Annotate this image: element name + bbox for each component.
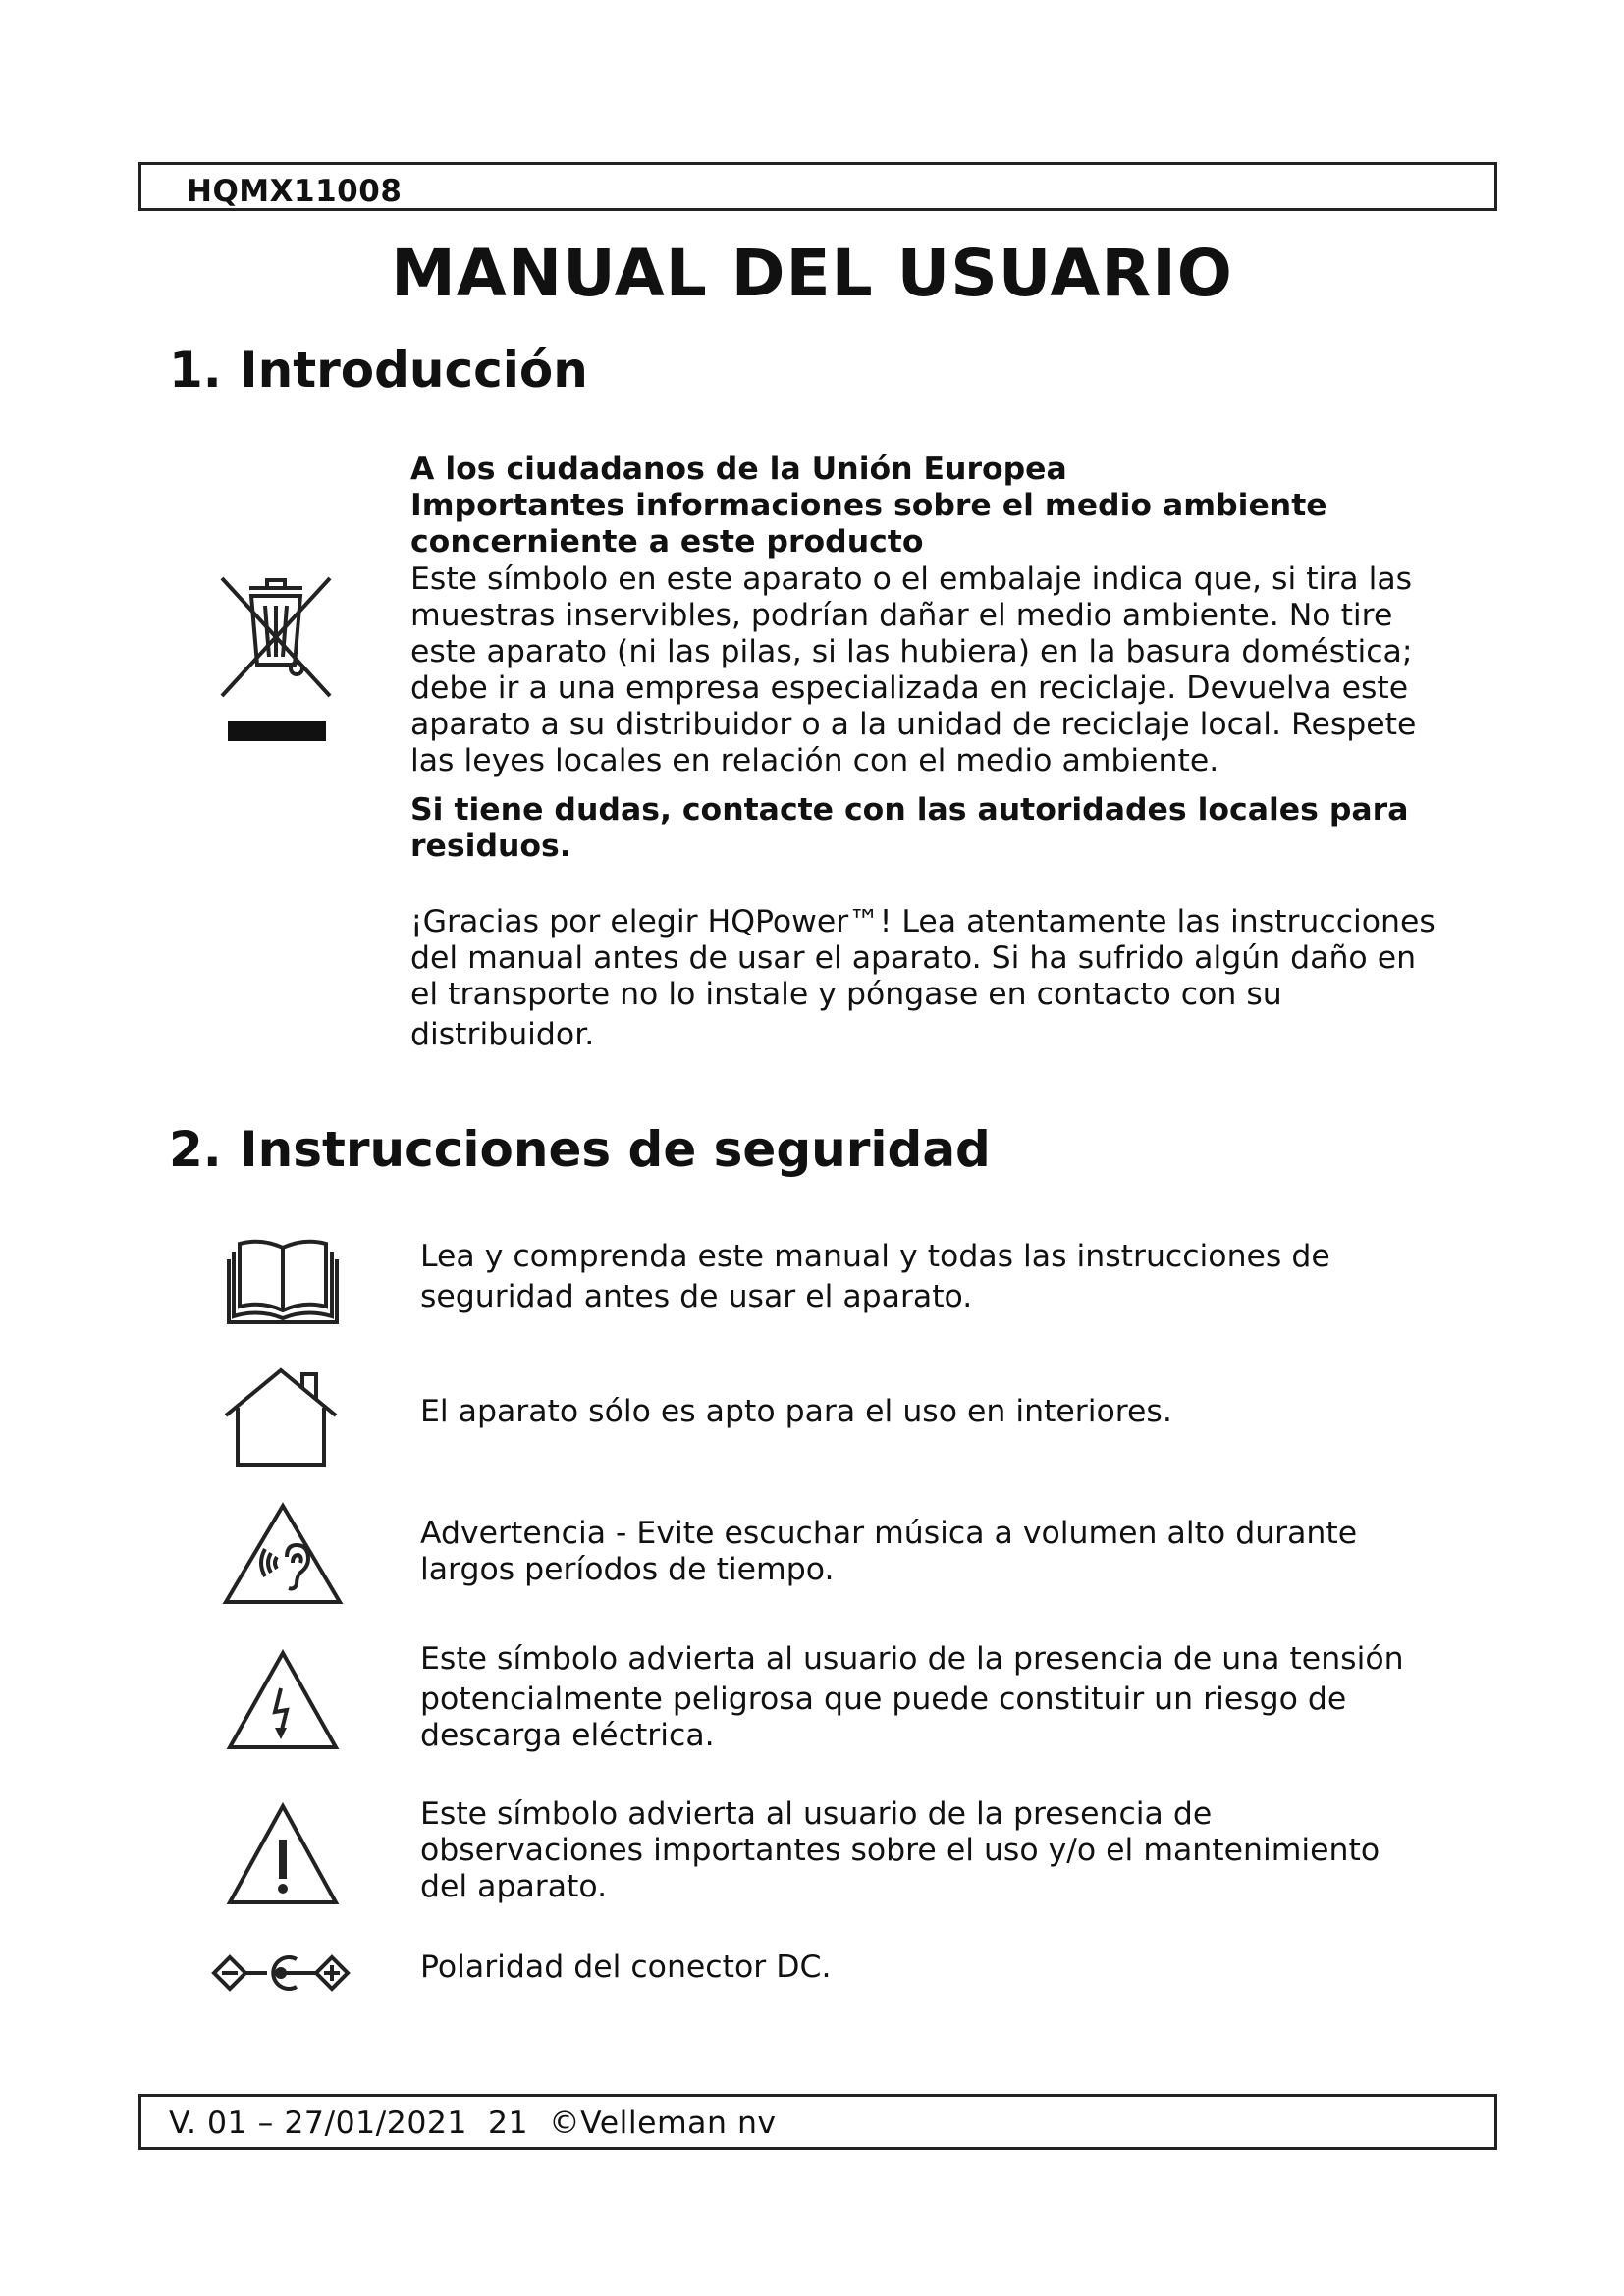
section-1-title: Introducción xyxy=(240,342,588,399)
eu-note: Si tiene dudas, contacte con las autoridades locales para residuos. xyxy=(410,792,1409,864)
electric-shock-warning-icon xyxy=(226,1649,340,1751)
safety-item-2: El aparato sólo es apto para el uso en interiores. xyxy=(420,1394,1172,1429)
dc-polarity-icon xyxy=(210,1951,353,1995)
hearing-warning-icon xyxy=(222,1502,344,1606)
section-1-number: 1. xyxy=(169,342,222,399)
footer-date: 27/01/2021 xyxy=(284,2106,467,2141)
footer-copyright: ©Velleman nv xyxy=(549,2106,777,2141)
section-1-heading xyxy=(169,342,588,399)
safety-item-5: Este símbolo advierta al usuario de la presencia de observaciones importantes sobre el uso y/o el mantenimiento del aparato. xyxy=(420,1796,1380,1904)
model-number: HQMX11008 xyxy=(187,174,403,209)
book-icon xyxy=(226,1230,340,1324)
section-2-number: 2. xyxy=(169,1121,222,1178)
weee-crossed-bin-icon xyxy=(216,574,336,751)
section-2-title: Instrucciones de seguridad xyxy=(240,1121,991,1178)
footer-version: V. 01 xyxy=(169,2106,248,2141)
eu-body: Este símbolo en este aparato o el embalaje indica que, si tira las muestras inservibles, podrían dañar el medio ambiente. No tire este aparato (ni las pilas, si las hubiera) en la basura doméstica; debe ir a una empresa especializada en reciclaje. Devuelva este aparato a su distribuidor o a la unidad de reciclaje local. Respete las leyes locales en relación con el medio ambiente. xyxy=(410,561,1417,778)
safety-item-6: Polaridad del conector DC. xyxy=(420,1949,832,1985)
caution-icon xyxy=(226,1802,340,1906)
safety-item-4: Este símbolo advierta al usuario de la presencia de una tensión potencialmente peligrosa que puede constituir un riesgo de descarga eléctrica. xyxy=(420,1641,1404,1753)
eu-heading: A los ciudadanos de la Unión Europea Importantes informaciones sobre el medio ambiente concerniente a este producto xyxy=(410,452,1327,560)
page-title: MANUAL DEL USUARIO xyxy=(391,236,1233,311)
safety-item-1: Lea y comprenda este manual y todas las instrucciones de seguridad antes de usar el aparato. xyxy=(420,1239,1330,1314)
footer-page-number: 21 xyxy=(487,2106,529,2141)
section-2-heading xyxy=(169,1121,991,1178)
thanks-paragraph: ¡Gracias por elegir HQPower™! Lea atentamente las instrucciones del manual antes de usar el aparato. Si ha sufrido algún daño en el transporte no lo instale y póngase en contacto con su distribuidor. xyxy=(410,904,1435,1052)
safety-item-3: Advertencia - Evite escuchar música a volumen alto durante largos períodos de tiempo. xyxy=(420,1516,1358,1587)
footer: V. 01 – 27/01/2021 21 ©Velleman nv xyxy=(169,2106,777,2141)
house-icon xyxy=(222,1366,340,1468)
